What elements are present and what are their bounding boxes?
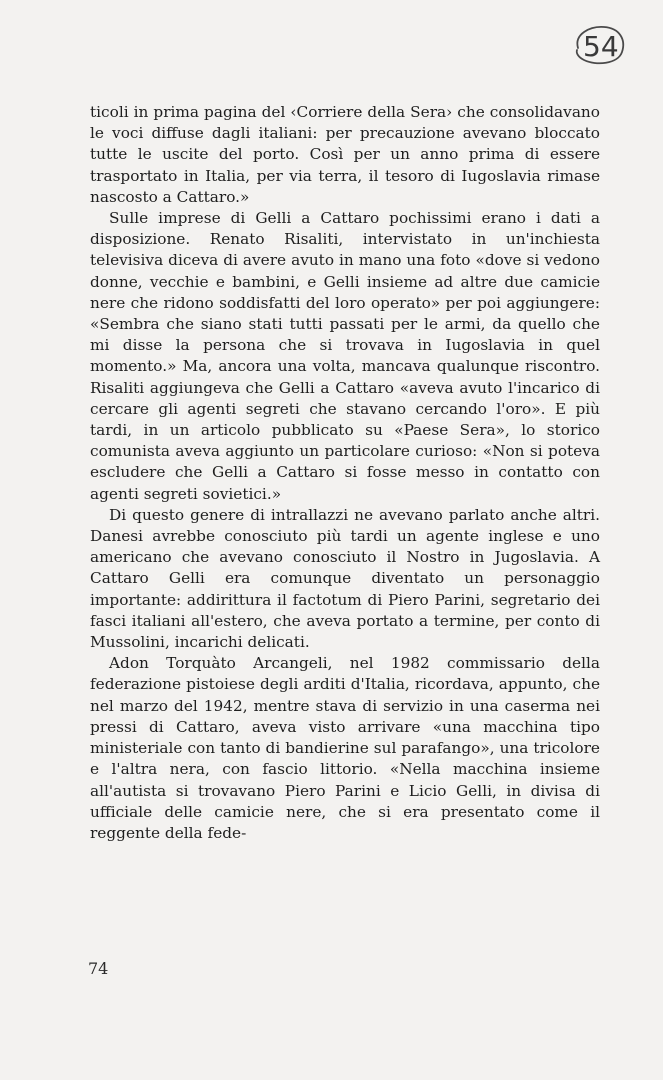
paragraph-4: Adon Torquàto Arcangeli, nel 1982 commissario della federazione pistoiese degli arditi d'Italia, ricordava, appunto, che nel marzo del 1942, mentre stava di servizio in una caserma nei pressi di Cattaro, aveva visto arrivare «una macchina tipo ministeriale con tanto di bandierine sul parafango», una tricolore e l'altra nera, con fascio littorio. «Nella macchina insieme all'autista si trovavano Piero Parini e Licio Gelli, in divisa di ufficiale delle camicie nere, che si era presentato come il reggente della fede-: [90, 654, 600, 842]
paragraph-3: Di questo genere di intrallazzi ne avevano parlato anche altri. Danesi avrebbe conosciuto più tardi un agente inglese e uno americano che avevano conosciuto il Nostro in Jugoslavia. A Cattaro Gelli era comunque diventato un personaggio importante: addirittura il factotum di Piero Parini, segretario dei fasci italiani all'estero, che aveva portato a termine, per conto di Mussolini, incarichi delicati.: [90, 505, 600, 652]
circled-number-mark: [568, 20, 628, 70]
paragraph-1: ticoli in prima pagina del ‹Corriere della Sera› che consolidavano le voci diffuse dagli italiani: per precauzione avevano bloccato tutte le uscite del porto. Così per un anno prima di essere trasportato in Italia, per via terra, il tesoro di Iugoslavia rimase nascosto a Cattaro.»: [90, 103, 600, 206]
paragraph-2: Sulle imprese di Gelli a Cattaro pochissimi erano i dati a disposizione. Renato Risaliti, intervistato in un'inchiesta televisiva diceva di avere avuto in mano una foto «dove si vedono donne, vecchie e bambini, e Gelli insieme ad altre due camicie nere che ridono soddisfatti del loro operato» per poi aggiungere: «Sembra che siano stati tutti passati per le armi, da quello che mi disse la persona che si trovava in Iugoslavia in quel momento.» Ma, ancora una volta, mancava qualunque riscontro. Risaliti aggiungeva che Gelli a Cattaro «aveva avuto l'incarico di cercare gli agenti segreti che stavano cercando l'oro». E più tardi, in un articolo pubblicato su «Paese Sera», lo storico comunista aveva aggiunto un particolare curioso: «Non si poteva escludere che Gelli a Cattaro si fosse messo in contatto con agenti segreti sovietici.»: [90, 209, 600, 503]
handwritten-page-annotation: [568, 20, 628, 70]
page-number: 74: [88, 959, 109, 978]
body-text: [90, 102, 600, 844]
annotation-number: 54: [583, 30, 619, 63]
